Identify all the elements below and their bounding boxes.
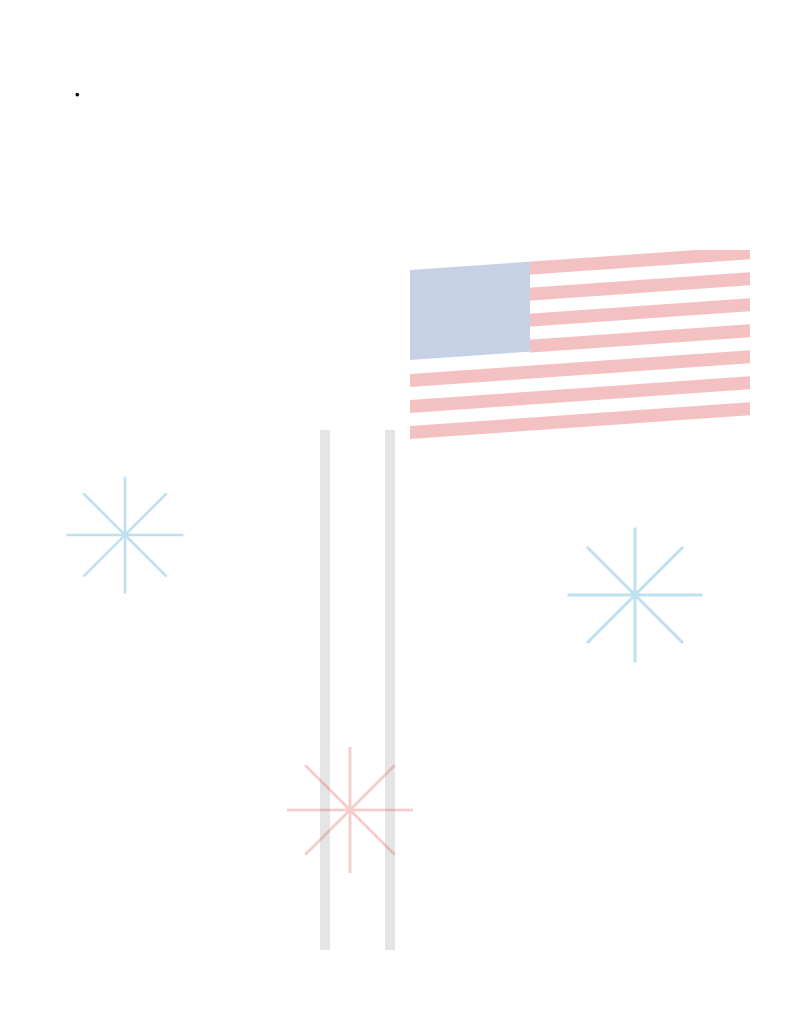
firework-icon: [60, 470, 190, 600]
sponsorship-content: [74, 82, 724, 87]
firework-icon: [280, 740, 420, 880]
flag-pole-watermark: [290, 430, 430, 950]
firecracker-border-top: [0, 14, 791, 54]
firecracker-border-bottom: [0, 976, 791, 1016]
firecracker-border-right: [748, 0, 788, 1024]
firework-icon: [560, 520, 710, 670]
american-flag-watermark: [410, 250, 750, 470]
firecracker-border-left: [24, 0, 64, 1024]
